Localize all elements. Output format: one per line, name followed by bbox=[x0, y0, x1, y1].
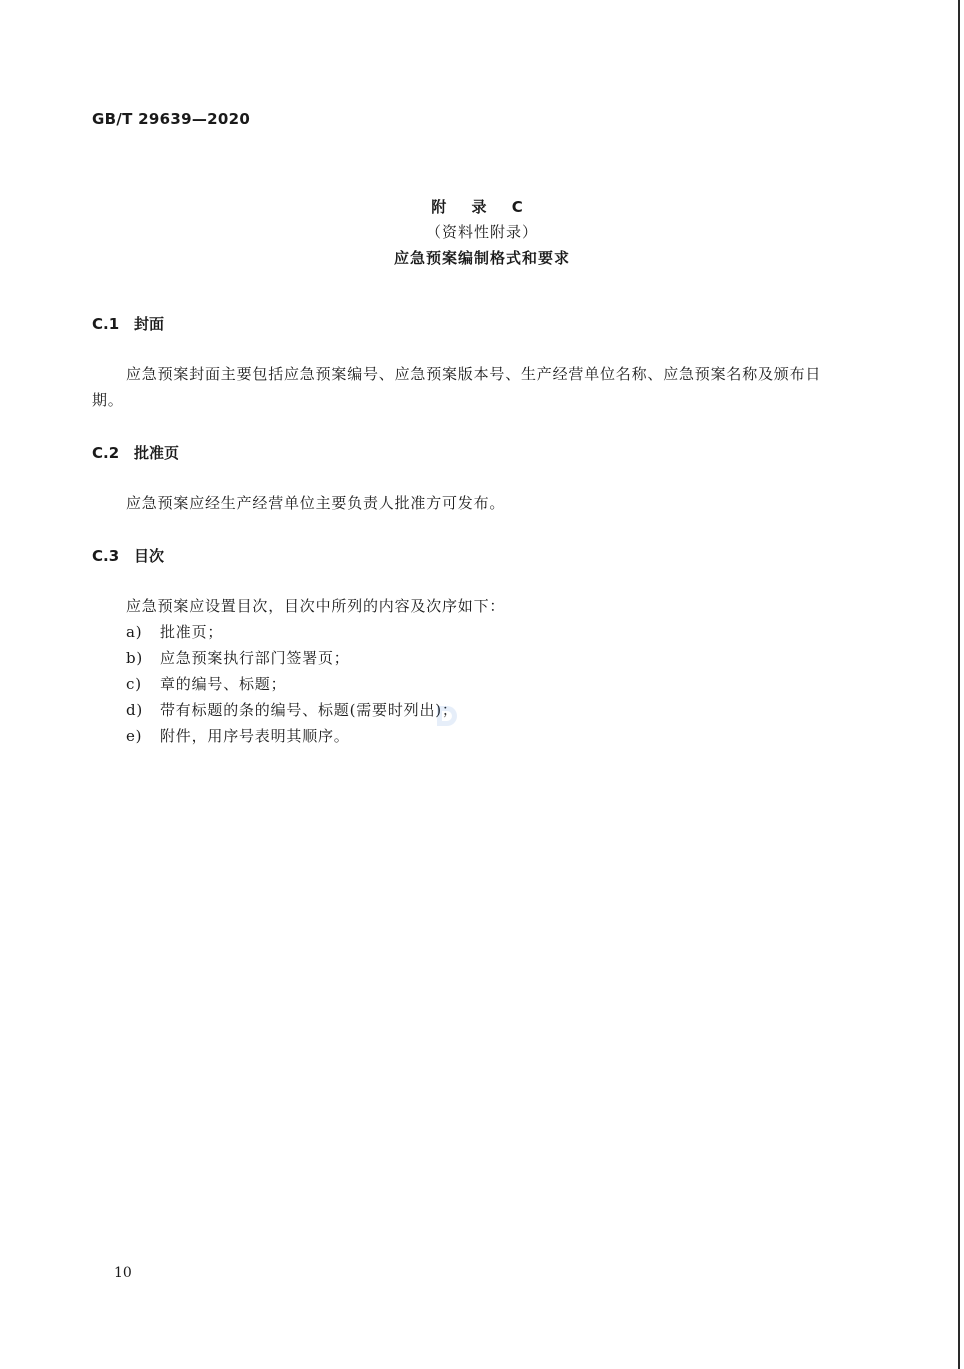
list-marker: e) bbox=[126, 727, 143, 745]
list-marker: d) bbox=[126, 701, 144, 719]
section-heading-c1 bbox=[92, 313, 164, 334]
list-marker: a) bbox=[126, 623, 143, 641]
list-item bbox=[126, 619, 458, 645]
list-item bbox=[126, 645, 458, 671]
appendix-name: 应急预案编制格式和要求 bbox=[393, 249, 570, 267]
page-number: 10 bbox=[114, 1265, 132, 1281]
list-item-text: 批准页； bbox=[160, 623, 224, 641]
section-title: 批准页 bbox=[134, 444, 180, 462]
toc-requirements-list bbox=[126, 619, 458, 749]
list-item-text: 附件，用序号表明其顺序。 bbox=[160, 727, 350, 745]
section-body-c2: 应急预案应经生产经营单位主要负责人批准方可发布。 bbox=[126, 494, 506, 512]
section-number: C.3 bbox=[92, 547, 120, 565]
list-item-text: 应急预案执行部门签署页； bbox=[160, 649, 350, 667]
standard-code: GB/T 29639—2020 bbox=[92, 110, 251, 128]
section-number: C.2 bbox=[92, 444, 120, 462]
section-heading-c3 bbox=[92, 545, 164, 566]
section-body-c3: 应急预案应设置目次，目次中所列的内容及次序如下： bbox=[126, 597, 506, 615]
section-title: 封面 bbox=[134, 315, 165, 333]
list-item-text: 章的编号、标题； bbox=[160, 675, 287, 693]
list-item-text: 带有标题的条的编号、标题(需要时列出)； bbox=[160, 701, 458, 719]
appendix-title: 附 录 C bbox=[431, 198, 533, 216]
list-item bbox=[126, 697, 458, 723]
section-body-c1: 应急预案封面主要包括应急预案编号、应急预案版本号、生产经营单位名称、应急预案名称及颁布日期。 bbox=[92, 365, 822, 409]
section-heading-c2 bbox=[92, 442, 179, 463]
list-marker: b) bbox=[126, 649, 144, 667]
appendix-type: （资料性附录） bbox=[425, 223, 538, 241]
watermark-logo-icon bbox=[434, 703, 460, 729]
list-item bbox=[126, 723, 458, 749]
section-number: C.1 bbox=[92, 315, 120, 333]
list-marker: c) bbox=[126, 675, 142, 693]
list-item bbox=[126, 671, 458, 697]
section-title: 目次 bbox=[134, 547, 165, 565]
